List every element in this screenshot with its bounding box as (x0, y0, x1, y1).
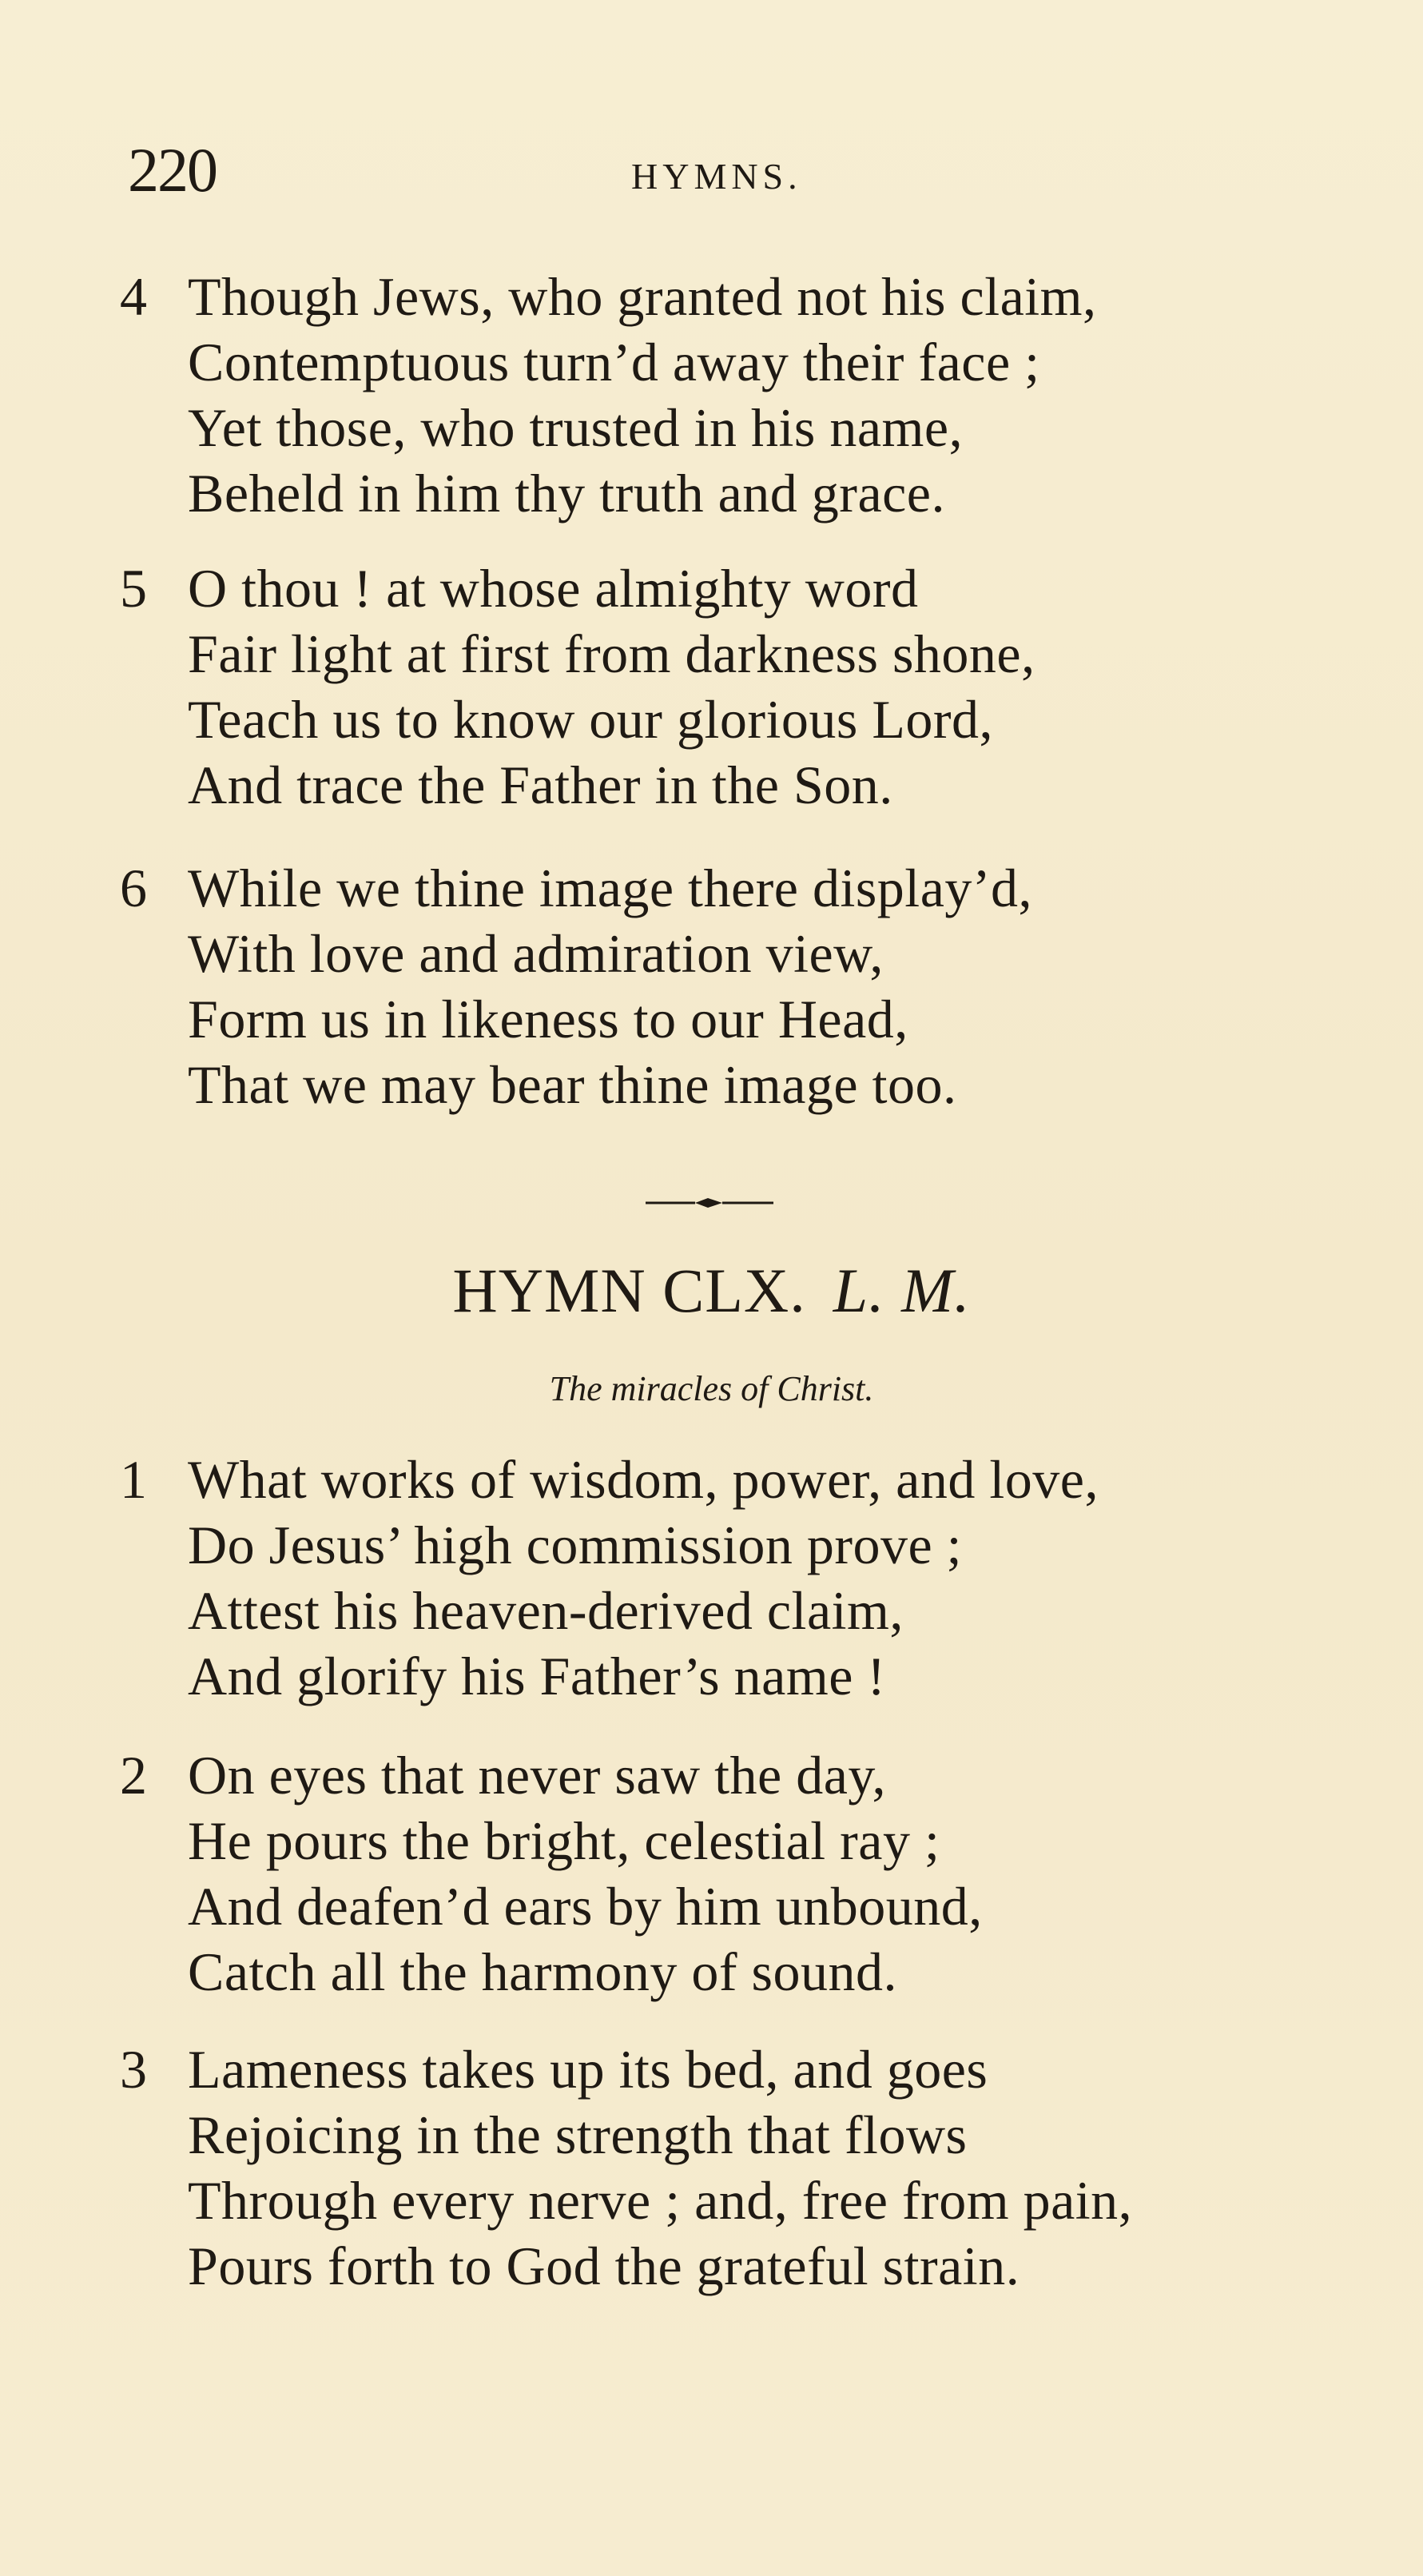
verse-line: Attest his heaven-derived claim, (188, 1580, 904, 1641)
verse-line: O thou ! at whose almighty word (188, 558, 919, 619)
verse-line: With love and admiration view, (188, 923, 884, 984)
verse-line: That we may bear thine image too. (188, 1054, 957, 1115)
verse-line: Form us in likeness to our Head, (188, 989, 908, 1049)
hymn-meter: L. M. (833, 1256, 971, 1325)
hymn-title-text: HYMN CLX. (452, 1256, 806, 1325)
verse-line: Contemptuous turn’d away their face ; (188, 332, 1040, 392)
verse-line: Though Jews, who granted not his claim, (188, 266, 1097, 327)
verse-number: 3 (120, 2039, 147, 2100)
verse-line: And deafen’d ears by him unbound, (188, 1876, 983, 1937)
verse-line: And trace the Father in the Son. (188, 754, 893, 815)
page-header (128, 134, 1326, 206)
verse-number: 2 (120, 1745, 147, 1806)
hymn-subtitle: The miracles of Christ. (549, 1369, 874, 1408)
verse-line: Teach us to know our glorious Lord, (188, 689, 994, 750)
verse-line: And glorify his Father’s name ! (188, 1646, 886, 1706)
verse-line: Do Jesus’ high commission prove ; (188, 1515, 963, 1575)
verse-line: Yet those, who trusted in his name, (188, 397, 964, 458)
verse-line: Beheld in him thy truth and grace. (188, 463, 945, 524)
verse-number: 1 (120, 1449, 147, 1510)
verse-line: While we thine image there display’d, (188, 858, 1033, 918)
verse-line: He pours the bright, celestial ray ; (188, 1810, 940, 1871)
verse-line: Lameness takes up its bed, and goes (188, 2039, 988, 2100)
verse-line: Rejoicing in the strength that flows (188, 2104, 968, 2165)
verse-line: Fair light at first from darkness shone, (188, 623, 1035, 684)
verse-line: Pours forth to God the grateful strain. (188, 2236, 1020, 2296)
verse-line: Through every nerve ; and, free from pain, (188, 2170, 1133, 2231)
verse-line: What works of wisdom, power, and love, (188, 1449, 1099, 1510)
hymn-title (0, 1251, 1423, 1331)
verse-number: 6 (120, 858, 147, 918)
verse-number: 4 (120, 266, 147, 327)
verse-line: Catch all the harmony of sound. (188, 1941, 897, 2002)
verse-line: On eyes that never saw the day, (188, 1745, 886, 1806)
page-number: 220 (128, 135, 217, 205)
running-head: HYMNS. (631, 156, 802, 197)
verse-number: 5 (120, 558, 147, 619)
ornament-divider-icon (646, 1195, 773, 1211)
